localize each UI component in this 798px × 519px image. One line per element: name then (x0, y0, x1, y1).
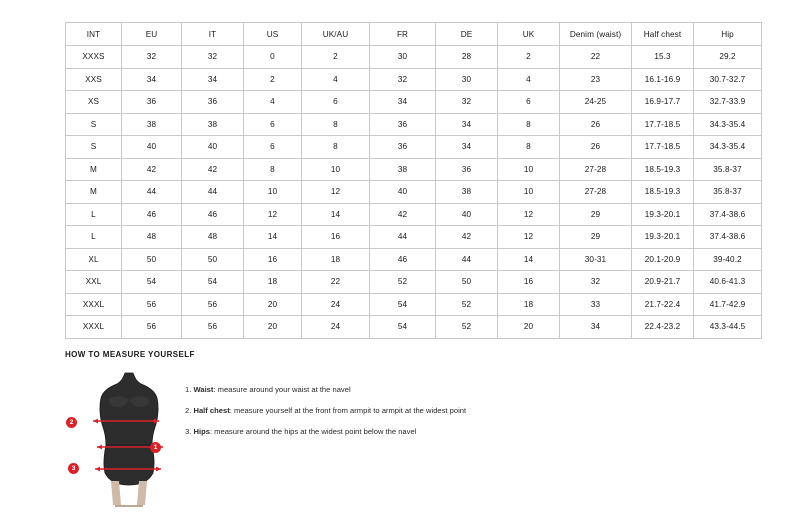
cell-int: S (66, 113, 122, 136)
column-header-ukau: UK/AU (302, 23, 370, 46)
cell-de: 44 (436, 248, 498, 271)
cell-hip: 40.6-41.3 (694, 271, 762, 294)
cell-eu: 54 (122, 271, 182, 294)
cell-denim: 26 (560, 136, 632, 159)
cell-ukau: 8 (302, 113, 370, 136)
how-to-measure-body (65, 369, 745, 509)
cell-denim: 30-31 (560, 248, 632, 271)
cell-de: 36 (436, 158, 498, 181)
cell-it: 56 (182, 293, 244, 316)
table-row (66, 293, 762, 316)
cell-uk: 18 (498, 293, 560, 316)
column-header-uk: UK (498, 23, 560, 46)
table-row (66, 271, 762, 294)
cell-half-chest: 21.7-22.4 (632, 293, 694, 316)
cell-int: S (66, 136, 122, 159)
cell-ukau: 24 (302, 293, 370, 316)
cell-eu: 46 (122, 203, 182, 226)
cell-de: 38 (436, 181, 498, 204)
cell-us: 6 (244, 136, 302, 159)
how-to-measure-title: HOW TO MEASURE YOURSELF (65, 350, 195, 359)
cell-hip: 37.4-38.6 (694, 226, 762, 249)
cell-hip: 35.8-37 (694, 158, 762, 181)
table-row (66, 158, 762, 181)
cell-de: 34 (436, 136, 498, 159)
measure-note-text: : measure around the hips at the widest point below the navel (209, 426, 417, 436)
cell-denim: 27-28 (560, 158, 632, 181)
cell-ukau: 18 (302, 248, 370, 271)
cell-uk: 16 (498, 271, 560, 294)
cell-us: 0 (244, 46, 302, 69)
cell-ukau: 14 (302, 203, 370, 226)
cell-hip: 30.7-32.7 (694, 68, 762, 91)
column-header-half-chest: Half chest (632, 23, 694, 46)
table-row (66, 68, 762, 91)
cell-it: 42 (182, 158, 244, 181)
cell-ukau: 6 (302, 91, 370, 114)
cell-de: 40 (436, 203, 498, 226)
column-header-us: US (244, 23, 302, 46)
cell-int: XXXL (66, 293, 122, 316)
cell-int: XL (66, 248, 122, 271)
cell-us: 8 (244, 158, 302, 181)
cell-de: 28 (436, 46, 498, 69)
cell-fr: 36 (370, 136, 436, 159)
cell-eu: 50 (122, 248, 182, 271)
cell-de: 52 (436, 293, 498, 316)
column-header-de: DE (436, 23, 498, 46)
cell-hip: 35.8-37 (694, 181, 762, 204)
cell-int: M (66, 181, 122, 204)
cell-hip: 29.2 (694, 46, 762, 69)
cell-fr: 38 (370, 158, 436, 181)
cell-half-chest: 15.3 (632, 46, 694, 69)
cell-ukau: 4 (302, 68, 370, 91)
cell-hip: 34.3-35.4 (694, 113, 762, 136)
cell-uk: 10 (498, 181, 560, 204)
table-row (66, 248, 762, 271)
cell-hip: 34.3-35.4 (694, 136, 762, 159)
cell-eu: 36 (122, 91, 182, 114)
cell-eu: 34 (122, 68, 182, 91)
cell-denim: 23 (560, 68, 632, 91)
cell-it: 40 (182, 136, 244, 159)
cell-uk: 4 (498, 68, 560, 91)
cell-half-chest: 18.5-19.3 (632, 158, 694, 181)
cell-eu: 56 (122, 293, 182, 316)
cell-it: 50 (182, 248, 244, 271)
cell-us: 16 (244, 248, 302, 271)
column-header-it: IT (182, 23, 244, 46)
measure-note-waist (185, 385, 745, 395)
cell-de: 42 (436, 226, 498, 249)
cell-us: 10 (244, 181, 302, 204)
measure-note-index: 1. (185, 385, 192, 394)
size-table (65, 22, 762, 339)
mannequin-figure (65, 369, 185, 509)
cell-uk: 10 (498, 158, 560, 181)
measure-note-hips (185, 427, 745, 437)
cell-ukau: 12 (302, 181, 370, 204)
cell-ukau: 2 (302, 46, 370, 69)
measure-badge-1: 1 (150, 442, 161, 453)
measure-badge-3: 3 (68, 463, 79, 474)
table-header (66, 23, 762, 46)
table-row (66, 181, 762, 204)
measure-badge-2: 2 (66, 417, 77, 428)
table-header-row (66, 23, 762, 46)
table-row (66, 46, 762, 69)
cell-uk: 12 (498, 226, 560, 249)
cell-us: 18 (244, 271, 302, 294)
cell-hip: 43.3-44.5 (694, 316, 762, 339)
cell-hip: 39-40.2 (694, 248, 762, 271)
table-body (66, 46, 762, 339)
how-to-measure-section (65, 350, 745, 509)
cell-half-chest: 22.4-23.2 (632, 316, 694, 339)
cell-fr: 30 (370, 46, 436, 69)
cell-hip: 41.7-42.9 (694, 293, 762, 316)
cell-hip: 37.4-38.6 (694, 203, 762, 226)
cell-half-chest: 19.3-20.1 (632, 226, 694, 249)
cell-us: 14 (244, 226, 302, 249)
cell-fr: 42 (370, 203, 436, 226)
cell-fr: 44 (370, 226, 436, 249)
cell-uk: 8 (498, 136, 560, 159)
cell-denim: 29 (560, 203, 632, 226)
column-header-int: INT (66, 23, 122, 46)
cell-denim: 26 (560, 113, 632, 136)
measure-note-index: 3. (185, 426, 192, 436)
cell-uk: 14 (498, 248, 560, 271)
table-row (66, 316, 762, 339)
cell-us: 6 (244, 113, 302, 136)
column-header-denim: Denim (waist) (560, 23, 632, 46)
table-row (66, 136, 762, 159)
cell-de: 34 (436, 113, 498, 136)
cell-half-chest: 17.7-18.5 (632, 136, 694, 159)
cell-eu: 56 (122, 316, 182, 339)
measure-note-text: : measure around your waist at the navel (213, 385, 351, 394)
cell-denim: 27-28 (560, 181, 632, 204)
cell-it: 44 (182, 181, 244, 204)
cell-int: XXXS (66, 46, 122, 69)
cell-fr: 40 (370, 181, 436, 204)
table-row (66, 113, 762, 136)
cell-int: XXL (66, 271, 122, 294)
cell-de: 50 (436, 271, 498, 294)
measure-note-term: Half chest (193, 405, 230, 415)
cell-it: 54 (182, 271, 244, 294)
column-header-fr: FR (370, 23, 436, 46)
cell-denim: 24-25 (560, 91, 632, 114)
column-header-hip: Hip (694, 23, 762, 46)
cell-fr: 34 (370, 91, 436, 114)
cell-uk: 6 (498, 91, 560, 114)
cell-denim: 33 (560, 293, 632, 316)
mannequin-illustration (75, 369, 185, 509)
cell-half-chest: 18.5-19.3 (632, 181, 694, 204)
cell-it: 48 (182, 226, 244, 249)
cell-it: 32 (182, 46, 244, 69)
cell-eu: 44 (122, 181, 182, 204)
cell-half-chest: 20.1-20.9 (632, 248, 694, 271)
cell-us: 4 (244, 91, 302, 114)
cell-ukau: 22 (302, 271, 370, 294)
cell-it: 38 (182, 113, 244, 136)
cell-half-chest: 20.9-21.7 (632, 271, 694, 294)
cell-uk: 20 (498, 316, 560, 339)
cell-eu: 32 (122, 46, 182, 69)
table-row (66, 91, 762, 114)
cell-int: XXXL (66, 316, 122, 339)
cell-uk: 12 (498, 203, 560, 226)
cell-ukau: 10 (302, 158, 370, 181)
cell-denim: 29 (560, 226, 632, 249)
cell-ukau: 16 (302, 226, 370, 249)
cell-de: 32 (436, 91, 498, 114)
measure-note-term: Waist (193, 385, 214, 394)
measure-note-term: Hips (193, 426, 210, 436)
cell-half-chest: 16.9-17.7 (632, 91, 694, 114)
cell-half-chest: 17.7-18.5 (632, 113, 694, 136)
measure-notes (185, 369, 745, 448)
cell-fr: 46 (370, 248, 436, 271)
cell-it: 56 (182, 316, 244, 339)
cell-us: 12 (244, 203, 302, 226)
cell-int: XXS (66, 68, 122, 91)
cell-uk: 8 (498, 113, 560, 136)
cell-fr: 52 (370, 271, 436, 294)
cell-it: 34 (182, 68, 244, 91)
cell-de: 30 (436, 68, 498, 91)
cell-eu: 42 (122, 158, 182, 181)
cell-denim: 22 (560, 46, 632, 69)
measure-note-index: 2. (185, 405, 192, 415)
cell-denim: 32 (560, 271, 632, 294)
cell-it: 46 (182, 203, 244, 226)
column-header-eu: EU (122, 23, 182, 46)
cell-ukau: 24 (302, 316, 370, 339)
cell-int: L (66, 203, 122, 226)
size-chart (65, 22, 746, 339)
cell-eu: 38 (122, 113, 182, 136)
cell-eu: 40 (122, 136, 182, 159)
cell-de: 52 (436, 316, 498, 339)
measure-note-half-chest (185, 406, 745, 416)
cell-half-chest: 19.3-20.1 (632, 203, 694, 226)
cell-hip: 32.7-33.9 (694, 91, 762, 114)
cell-ukau: 8 (302, 136, 370, 159)
cell-us: 20 (244, 316, 302, 339)
measure-note-text: : measure yourself at the front from armpit to armpit at the widest point (229, 405, 467, 415)
table-row (66, 226, 762, 249)
table-row (66, 203, 762, 226)
cell-us: 2 (244, 68, 302, 91)
cell-it: 36 (182, 91, 244, 114)
cell-int: L (66, 226, 122, 249)
cell-int: M (66, 158, 122, 181)
cell-fr: 36 (370, 113, 436, 136)
cell-us: 20 (244, 293, 302, 316)
cell-int: XS (66, 91, 122, 114)
cell-fr: 54 (370, 293, 436, 316)
cell-fr: 32 (370, 68, 436, 91)
cell-half-chest: 16.1-16.9 (632, 68, 694, 91)
cell-denim: 34 (560, 316, 632, 339)
cell-eu: 48 (122, 226, 182, 249)
cell-uk: 2 (498, 46, 560, 69)
cell-fr: 54 (370, 316, 436, 339)
